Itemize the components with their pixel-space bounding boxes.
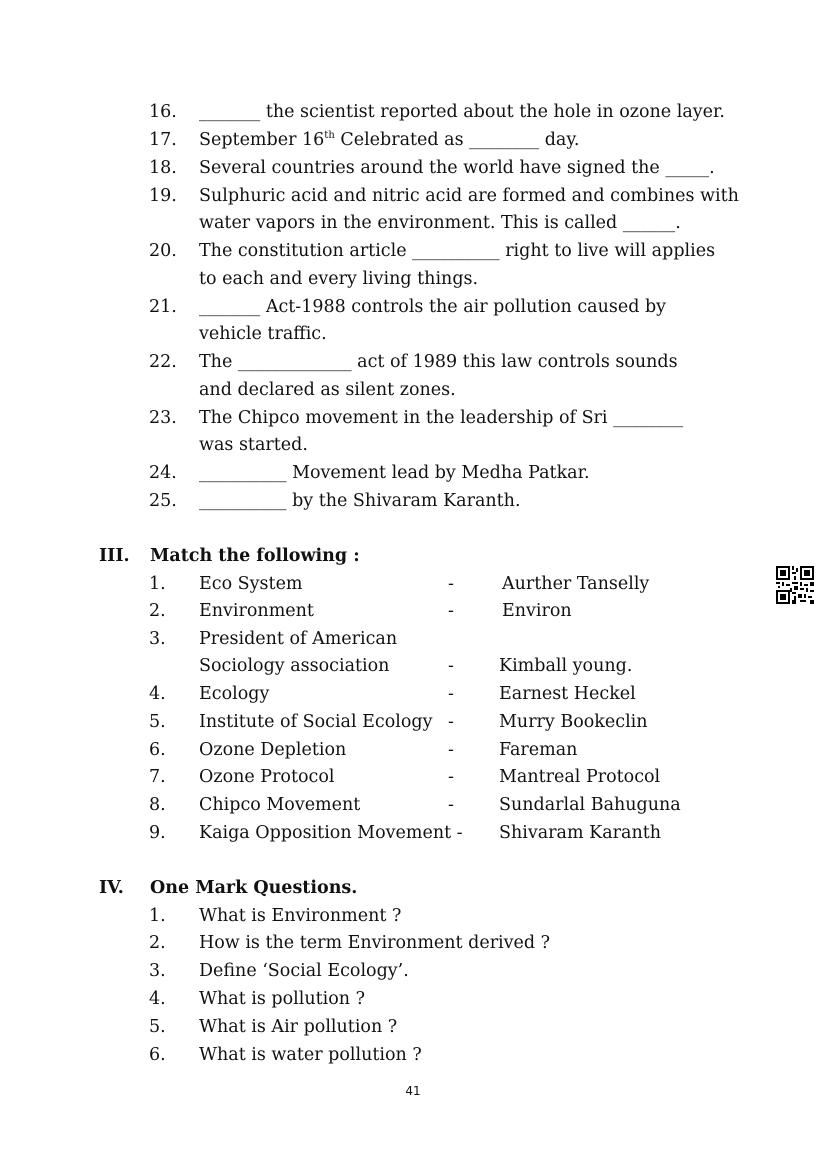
match-number: 1. bbox=[149, 574, 166, 594]
question-number: 24. bbox=[149, 463, 177, 483]
question-text: Several countries around the world have signed the _____. bbox=[199, 158, 715, 178]
question-number: 18. bbox=[149, 158, 177, 178]
question-number: 19. bbox=[149, 186, 177, 206]
match-left: Environment bbox=[199, 601, 314, 621]
question-text: _______ the scientist reported about the hole in ozone layer. bbox=[199, 102, 725, 122]
match-dash: - bbox=[448, 601, 454, 621]
question-text: How is the term Environment derived ? bbox=[199, 933, 551, 953]
question-text: _______ Act-1988 controls the air pollution caused by bbox=[199, 297, 667, 317]
question-text: and declared as silent zones. bbox=[199, 380, 456, 400]
match-dash: - bbox=[448, 684, 454, 704]
question-number: 5. bbox=[149, 1017, 166, 1037]
match-number: 9. bbox=[149, 823, 166, 843]
match-right: Mantreal Protocol bbox=[499, 767, 661, 787]
match-number: 6. bbox=[149, 740, 166, 760]
match-left: Kaiga Opposition Movement - bbox=[199, 823, 463, 843]
match-dash: - bbox=[448, 712, 454, 732]
question-number: 22. bbox=[149, 352, 177, 372]
question-text: water vapors in the environment. This is called ______. bbox=[199, 213, 681, 233]
match-number: 2. bbox=[149, 601, 166, 621]
match-right: Earnest Heckel bbox=[499, 684, 636, 704]
question-number: 1. bbox=[149, 906, 166, 926]
match-right: Shivaram Karanth bbox=[499, 823, 662, 843]
question-number: 3. bbox=[149, 961, 166, 981]
question-number: 25. bbox=[149, 491, 177, 511]
question-text: The _____________ act of 1989 this law controls sounds bbox=[199, 352, 678, 372]
match-left: President of American bbox=[199, 629, 398, 649]
question-text-part: Celebrated as ________ day. bbox=[334, 130, 580, 150]
match-left: Ecology bbox=[199, 684, 270, 704]
question-number: 4. bbox=[149, 989, 166, 1009]
match-number: 8. bbox=[149, 795, 166, 815]
question-text: The constitution article __________ right to live will applies bbox=[199, 241, 716, 261]
question-text: What is Environment ? bbox=[199, 906, 402, 926]
match-right: Environ bbox=[502, 601, 572, 621]
page-number: 41 bbox=[405, 1084, 421, 1098]
match-right: Aurther Tanselly bbox=[502, 574, 650, 594]
question-number: 2. bbox=[149, 933, 166, 953]
match-right: Sundarlal Bahuguna bbox=[499, 795, 681, 815]
match-number: 3. bbox=[149, 629, 166, 649]
question-text: The Chipco movement in the leadership of Sri ________ bbox=[199, 408, 684, 428]
match-right: Murry Bookeclin bbox=[499, 712, 648, 732]
match-left: Institute of Social Ecology bbox=[199, 712, 433, 732]
question-text: Sulphuric acid and nitric acid are formed and combines with bbox=[199, 186, 739, 206]
section-number: III. bbox=[99, 546, 130, 566]
question-number: 16. bbox=[149, 102, 177, 122]
section-number: IV. bbox=[99, 878, 124, 898]
question-text-part: September 16 bbox=[199, 130, 325, 150]
section-title: Match the following : bbox=[150, 546, 360, 566]
match-left: Ozone Protocol bbox=[199, 767, 335, 787]
match-dash: - bbox=[448, 740, 454, 760]
match-left: Chipco Movement bbox=[199, 795, 361, 815]
question-text: was started. bbox=[199, 435, 308, 455]
match-left: Sociology association bbox=[199, 656, 390, 676]
match-dash: - bbox=[448, 656, 454, 676]
question-text: Define ‘Social Ecology’. bbox=[199, 961, 409, 981]
question-number: 21. bbox=[149, 297, 177, 317]
match-dash: - bbox=[448, 574, 454, 594]
question-number: 17. bbox=[149, 130, 177, 150]
match-left: Eco System bbox=[199, 574, 303, 594]
question-text: What is Air pollution ? bbox=[199, 1017, 398, 1037]
match-number: 5. bbox=[149, 712, 166, 732]
match-left: Ozone Depletion bbox=[199, 740, 347, 760]
question-text: __________ Movement lead by Medha Patkar. bbox=[199, 463, 590, 483]
question-number: 20. bbox=[149, 241, 177, 261]
question-text: vehicle traffic. bbox=[199, 324, 327, 344]
question-number: 23. bbox=[149, 408, 177, 428]
question-text: What is pollution ? bbox=[199, 989, 366, 1009]
qr-code-icon[interactable] bbox=[776, 566, 814, 604]
section-title: One Mark Questions. bbox=[150, 878, 358, 898]
question-text: __________ by the Shivaram Karanth. bbox=[199, 491, 521, 511]
question-text bbox=[199, 126, 579, 154]
match-right: Fareman bbox=[499, 740, 578, 760]
question-text: What is water pollution ? bbox=[199, 1045, 422, 1065]
question-number: 6. bbox=[149, 1045, 166, 1065]
match-number: 4. bbox=[149, 684, 166, 704]
ordinal-superscript: th bbox=[324, 130, 335, 142]
match-dash: - bbox=[448, 795, 454, 815]
match-dash: - bbox=[448, 767, 454, 787]
match-number: 7. bbox=[149, 767, 166, 787]
match-right: Kimball young. bbox=[499, 656, 633, 676]
question-text: to each and every living things. bbox=[199, 269, 479, 289]
